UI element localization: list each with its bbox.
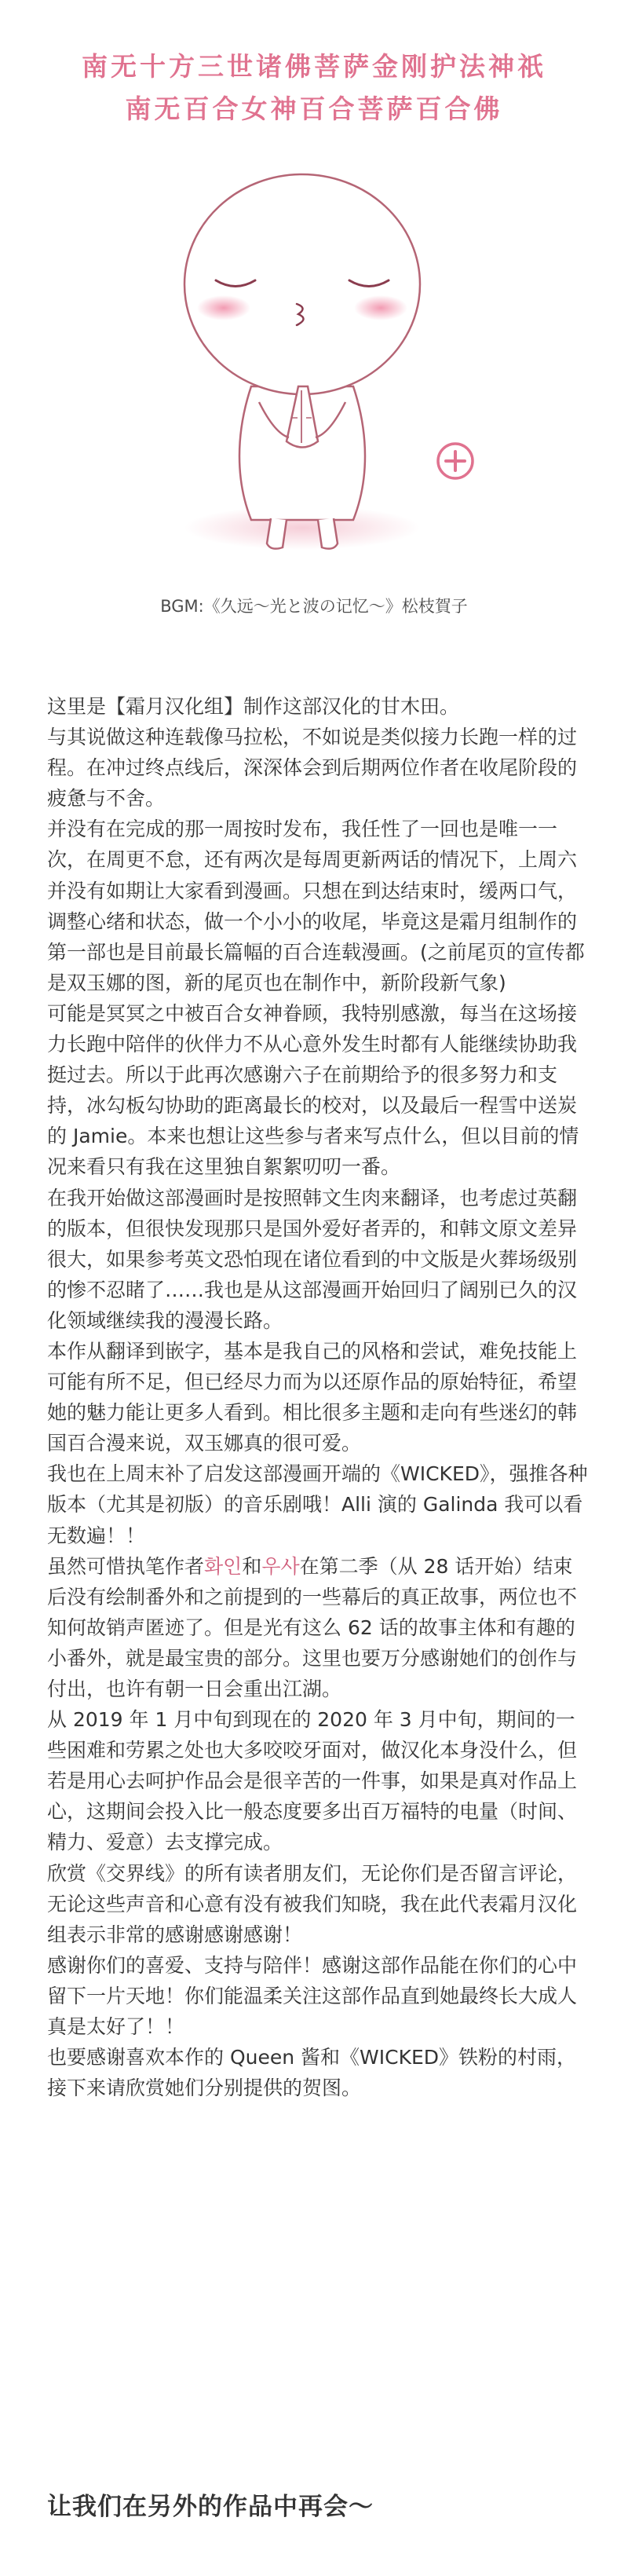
paragraph-6: 本作从翻译到嵌字，基本是我自己的风格和尝试，难免技能上可能有所不足，但已经尽力而为以还原作品的原始特征，希望她的魅力能让更多人看到。相比很多主题和走向有些迷幻的韩国百合漫来说，双玉娜真的很可爱。: [47, 1339, 578, 1455]
paragraph-4: 可能是冥冥之中被百合女神眷顾，我特别感激，每当在这场接力长跑中陪伴的伙伴力不从心意外发生时都有人能继续协助我挺过去。所以于此再次感谢六子在前期给予的很多努力和支持，冰勾板勾协助的距离最长的校对，以及最后一程雪中送炭的 Jamie。本来也想让这些参与者来写点什么，但以目前的情况来看只有我在这里独自絮絮叨叨一番。: [47, 1001, 579, 1179]
character-drawing: [0, 151, 628, 591]
paragraph-9: 从 2019 年 1 月中旬到现在的 2020 年 3 月中旬，期间的一些困难和劳累之处也大多咬咬牙面对，做汉化本身没什么，但若是用心去呵护作品会是很辛苦的一件事，如果是真对作品上心，这期间会投入比一般态度要多出百万福特的电量（时间、精力、爱意）去支撑完成。: [47, 1708, 578, 1854]
paragraph-7: 我也在上周末补了启发这部漫画开端的《WICKED》，强推各种版本（尤其是初版）的音乐剧哦！Alli 演的 Galinda 我可以看无数遍！！: [47, 1462, 588, 1547]
header-line-2: 南无百合女神百合菩萨百合佛: [125, 93, 503, 124]
paragraph-8-pre: 虽然可惜执笔作者: [47, 1554, 205, 1578]
paragraph-8-post: 在第二季（从 28 话开始）结束后没有绘制番外和之前提到的一些幕后的真正故事，两位也不知何故销声匿迹了。但是光有这么 62 话的故事主体和有趣的小番外，就是最宝贵的部分。这里也要万分感谢她们的创作与付出，也许有朝一日会重出江湖。: [47, 1554, 578, 1700]
closing-line: 让我们在另外的作品中再会～: [47, 2493, 374, 2521]
author-name-2: 우사: [261, 1554, 300, 1578]
paragraph-5: 在我开始做这部漫画时是按照韩文生肉来翻译，也考虑过英翻的版本，但很快发现那只是国外爱好者弄的，和韩文原文差异很大，如果参考英文恐怕现在诸位看到的中文版是火葬场级别的惨不忍睹了……我也是从这部漫画开始回归了阔别已久的汉化领域继续我的漫漫长路。: [47, 1186, 578, 1332]
paragraph-3: 并没有在完成的那一周按时发布，我任性了一回也是唯一一次，在周更不怠，还有两次是每周更新两话的情况下，上周六并没有如期让大家看到漫画。只想在到达结束时，缓两口气，调整心绪和状态，做一个小小的收尾，毕竟这是霜月组制作的第一部也是目前最长篇幅的百合连载漫画。(之前尾页的宣传都是双玉娜的图，新的尾页也在制作中，新阶段新气象): [47, 818, 585, 994]
paragraph-12: 也要感谢喜欢本作的 Queen 酱和《WICKED》铁粉的村雨，接下来请欣赏她们分别提供的贺图。: [47, 2046, 577, 2100]
afterword-body: [47, 691, 589, 2103]
header-line-1: 南无十方三世诸佛菩萨金刚护法神祇: [82, 51, 546, 82]
plus-circle-icon: [438, 444, 473, 478]
praying-character-illustration: [0, 151, 628, 591]
author-name-1: 화인: [204, 1554, 243, 1578]
paragraph-8-mid: 和: [242, 1554, 262, 1578]
paragraph-10: 欣赏《交界线》的所有读者朋友们，无论你们是否留言评论，无论这些声音和心意有没有被我们知晓，我在此代表霜月汉化组表示非常的感谢感谢感谢！: [47, 1861, 578, 1946]
bgm-caption: BGM:《久远～光と波の记忆～》松枝賀子: [160, 597, 468, 616]
paragraph-2: 与其说做这种连载像马拉松，不如说是类似接力长跑一样的过程。在冲过终点线后，深深体会到后期两位作者在收尾阶段的疲惫与不舍。: [47, 726, 578, 810]
paragraph-8: [47, 1551, 589, 1704]
header: [0, 0, 628, 130]
paragraph-11: 感谢你们的喜爱、支持与陪伴！感谢这部作品能在你们的心中留下一片天地！你们能温柔关注这部作品直到她最终长大成人真是太好了！！: [47, 1953, 578, 2039]
paragraph-1: 这里是【霜月汉化组】制作这部汉化的甘木田。: [47, 695, 460, 718]
